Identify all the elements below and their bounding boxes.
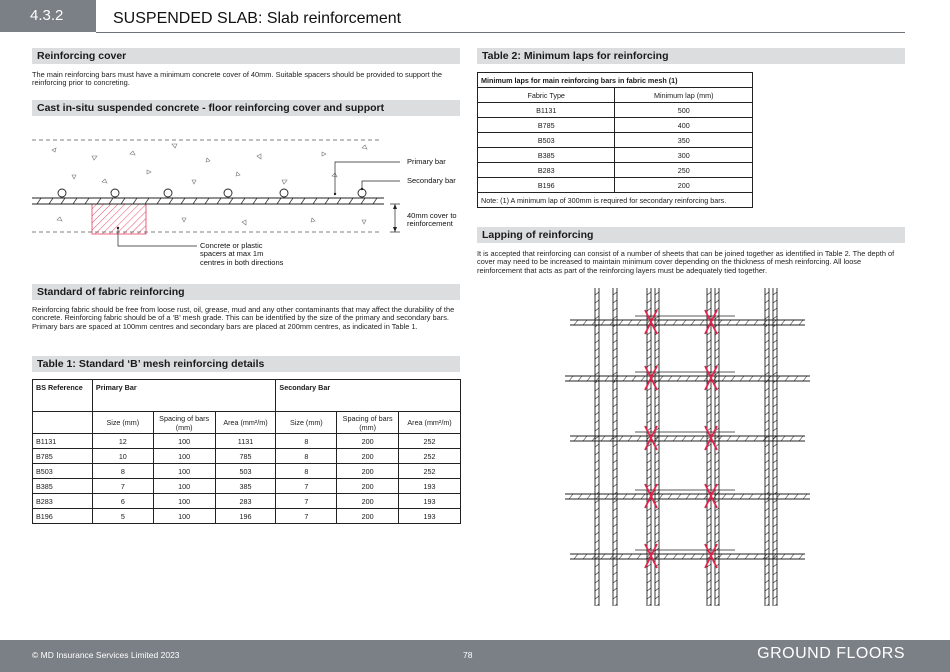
reinforcing-cover-heading: Reinforcing cover: [32, 48, 460, 64]
secondary-bar-label: Secondary bar: [407, 176, 456, 185]
footer-bar: [0, 640, 950, 672]
section-number: 4.3.2: [0, 0, 96, 32]
primary-bar-label: Primary bar: [407, 157, 446, 166]
table2-note: Note: (1) A minimum lap of 300mm is required for secondary reinforcing bars.: [478, 193, 753, 208]
standard-fabric-text: Reinforcing fabric should be free from loose rust, oil, grease, mud and any other contaminants that may affect the durability of the concrete. Reinforcing fabric should be of a ‘B’ mesh grade. This can be identified by the size of the primary and secondary bars. Primary bars are spaced at 100mm centres and secondary bars are placed at 200mm centres, as indicated in Table 1.: [32, 305, 455, 331]
reinforcing-cover-text: The main reinforcing bars must have a minimum concrete cover of 40mm. Suitable spacers should be provided to support the reinforcing prior to concreting.: [32, 70, 442, 88]
spacer-label: Concrete or plastic spacers at max 1m centres in both directions: [200, 241, 284, 267]
standard-fabric-heading: Standard of fabric reinforcing: [32, 284, 460, 300]
header-rule: [96, 32, 905, 33]
table-row: B385 7 100 385 7 200 193: [33, 479, 461, 494]
copyright-text: © MD Insurance Services Limited 2023: [32, 650, 180, 660]
cover-label: 40mm cover to reinforcement: [407, 211, 457, 229]
lapping-heading: Lapping of reinforcing: [477, 227, 905, 243]
spacer-block: [92, 204, 146, 234]
table-row: B196 5 100 196 7 200 193: [33, 509, 461, 524]
bs-reference-header: BS Reference: [33, 380, 93, 412]
table2-header-row: Fabric Type Minimum lap (mm): [478, 88, 753, 103]
lapping-text: It is accepted that reinforcing can consist of a number of sheets that can be joined together as identified in Table 2. The depth of cover may need to be increased to maintain minimum cover depending on the thickness of mesh reinforcing. All loose reinforcement that acts as part of the reinforcing layers must be adequately tied together.: [477, 249, 895, 275]
table-row: B503 8 100 503 8 200 252: [33, 464, 461, 479]
mesh-details-table: [32, 379, 461, 524]
table-row: B196 200: [478, 178, 753, 193]
page-number: 78: [463, 650, 473, 660]
chapter-title: GROUND FLOORS: [757, 645, 905, 662]
mesh-lap-diagram: [565, 288, 810, 606]
table-row: B385 300: [478, 148, 753, 163]
secondary-bar-header: Secondary Bar: [276, 380, 461, 412]
table-row: B283 6 100 283 7 200 193: [33, 494, 461, 509]
cast-in-situ-heading: Cast in-situ suspended concrete - floor reinforcing cover and support: [32, 100, 460, 116]
primary-bar-header: Primary Bar: [92, 380, 276, 412]
table-row: B1131 500: [478, 103, 753, 118]
table-row: B1131 12 100 1131 8 200 252: [33, 434, 461, 449]
table2-heading: Table 2: Minimum laps for reinforcing: [477, 48, 905, 64]
page-title: SUSPENDED SLAB: Slab reinforcement: [113, 10, 402, 27]
table1-heading: Table 1: Standard ‘B’ mesh reinforcing details: [32, 356, 460, 372]
table-row: B785 10 100 785 8 200 252: [33, 449, 461, 464]
table2-caption: Minimum laps for main reinforcing bars in fabric mesh (1): [478, 73, 753, 88]
minimum-laps-table: [477, 72, 753, 208]
table-row: B283 250: [478, 163, 753, 178]
table-row: B503 350: [478, 133, 753, 148]
table-row: B785 400: [478, 118, 753, 133]
table1-subheader-row: Size (mm) Spacing of bars (mm) Area (mm²/m) Size (mm) Spacing of bars (mm) Area (mm²/m): [33, 412, 461, 434]
